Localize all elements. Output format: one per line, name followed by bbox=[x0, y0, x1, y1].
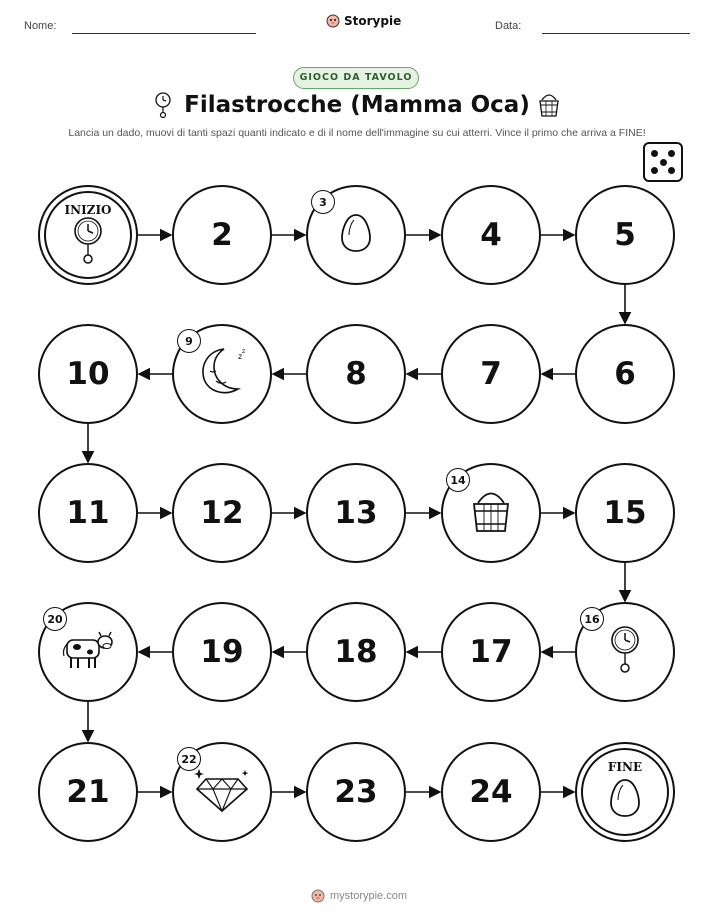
board-space-12 bbox=[172, 463, 272, 563]
space-number-badge: 22 bbox=[177, 747, 201, 771]
space-number: 8 bbox=[345, 356, 367, 392]
space-number: 19 bbox=[200, 634, 244, 670]
space-number: 5 bbox=[614, 217, 636, 253]
space-number: 12 bbox=[200, 495, 244, 531]
egg-icon bbox=[609, 778, 641, 822]
category-badge: GIOCO DA TAVOLO bbox=[293, 67, 419, 89]
space-number-badge: 9 bbox=[177, 329, 201, 353]
board-space-7 bbox=[441, 324, 541, 424]
board-space-3 bbox=[306, 185, 406, 285]
footer-url: mystorypie.com bbox=[330, 890, 408, 902]
diamond-icon bbox=[193, 767, 251, 817]
egg-icon bbox=[340, 213, 372, 257]
board-space-15 bbox=[575, 463, 675, 563]
board-space-8 bbox=[306, 324, 406, 424]
name-label: Nome: bbox=[24, 20, 57, 32]
space-number: 7 bbox=[480, 356, 502, 392]
board-space-24 bbox=[441, 742, 541, 842]
space-label: FINE bbox=[607, 760, 643, 774]
board-space-19 bbox=[172, 602, 272, 702]
space-number-badge: 16 bbox=[580, 607, 604, 631]
cow-icon bbox=[61, 628, 115, 676]
space-number: 17 bbox=[469, 634, 513, 670]
space-label: INIZIO bbox=[64, 203, 112, 217]
space-number-badge: 14 bbox=[446, 468, 470, 492]
space-number-badge: 3 bbox=[311, 190, 335, 214]
instructions: Lancia un dado, muovi di tanti spazi quanti indicato e di il nome dell'immagine su cui atterri. Vince il primo che arriva a FINE! bbox=[68, 127, 646, 139]
footer bbox=[310, 888, 407, 904]
space-number: 15 bbox=[603, 495, 647, 531]
space-number: 11 bbox=[66, 495, 110, 531]
space-number: 24 bbox=[469, 774, 513, 810]
space-number: 23 bbox=[334, 774, 378, 810]
space-number: 10 bbox=[66, 356, 110, 392]
page-title: Filastrocche (Mamma Oca) bbox=[184, 92, 530, 118]
board-space-10 bbox=[38, 324, 138, 424]
board-space-25 bbox=[575, 742, 675, 842]
svg-text:z: z bbox=[242, 348, 246, 355]
board-space-18 bbox=[306, 602, 406, 702]
svg-text:z: z bbox=[238, 352, 243, 361]
board-space-2 bbox=[172, 185, 272, 285]
board-space-4 bbox=[441, 185, 541, 285]
space-number: 6 bbox=[614, 356, 636, 392]
space-number: 13 bbox=[334, 495, 378, 531]
board-space-22 bbox=[172, 742, 272, 842]
board-space-1 bbox=[38, 185, 138, 285]
board-space-14 bbox=[441, 463, 541, 563]
board-space-17 bbox=[441, 602, 541, 702]
space-number: 21 bbox=[66, 774, 110, 810]
board-space-11 bbox=[38, 463, 138, 563]
board-space-20 bbox=[38, 602, 138, 702]
board-space-13 bbox=[306, 463, 406, 563]
board-space-9 bbox=[172, 324, 272, 424]
pig-mascot-icon bbox=[310, 888, 326, 904]
board-space-21 bbox=[38, 742, 138, 842]
space-number: 18 bbox=[334, 634, 378, 670]
board-space-23 bbox=[306, 742, 406, 842]
pendulum-clock-icon bbox=[71, 216, 105, 270]
board-space-16 bbox=[575, 602, 675, 702]
brand-name: Storypie bbox=[344, 14, 402, 28]
space-number-badge: 20 bbox=[43, 607, 67, 631]
board-space-6 bbox=[575, 324, 675, 424]
date-label: Data: bbox=[495, 20, 522, 32]
bucket-icon bbox=[469, 488, 513, 538]
board-space-5 bbox=[575, 185, 675, 285]
space-number: 2 bbox=[211, 217, 233, 253]
space-number: 4 bbox=[480, 217, 502, 253]
moon-icon bbox=[194, 345, 250, 403]
pendulum-clock-icon bbox=[608, 625, 642, 679]
